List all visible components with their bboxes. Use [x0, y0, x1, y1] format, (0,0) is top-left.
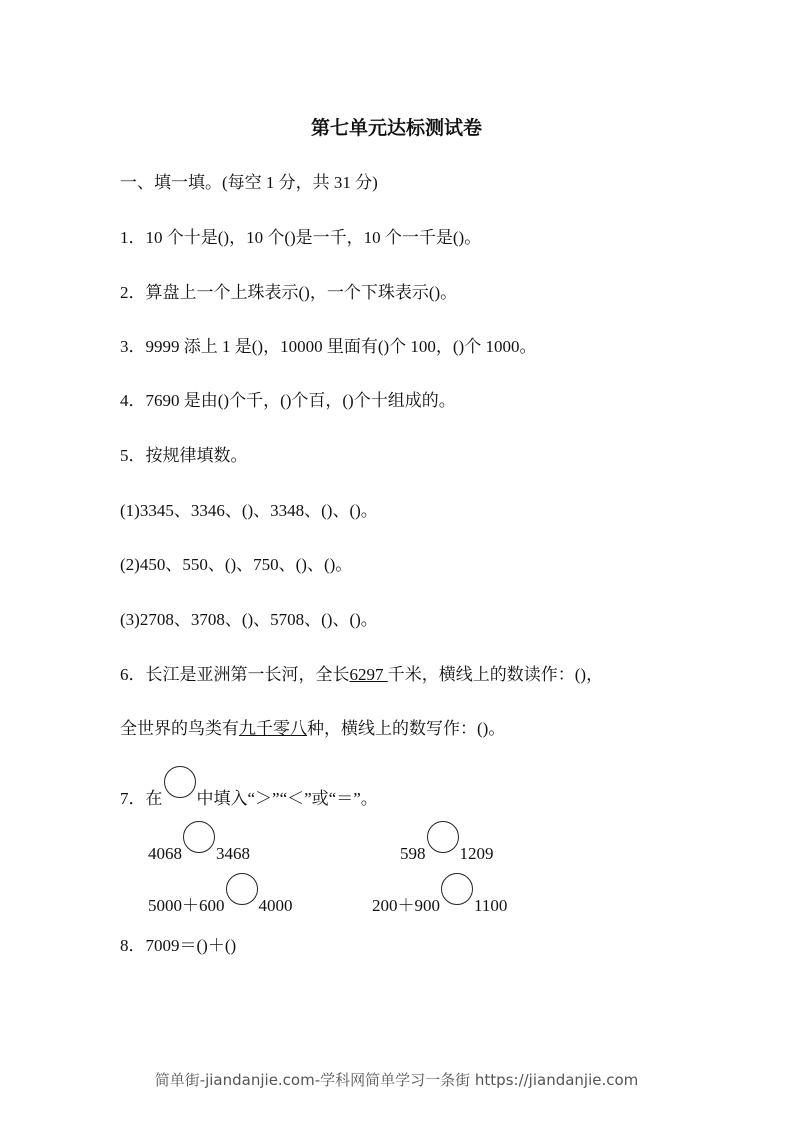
question-7: [120, 776, 378, 811]
q6-text-pre: 6．长江是亚洲第一长河，全长: [120, 665, 350, 684]
comparison-right: 1209: [459, 844, 494, 863]
comparison-item-1: [148, 831, 250, 866]
comparison-right: 4000: [258, 896, 293, 915]
comparison-circle-icon[interactable]: [427, 821, 459, 853]
question-3: 3．9999 添上 1 是()，10000 里面有()个 100，()个 1000。: [120, 337, 537, 356]
q6-text-pre-2: 全世界的鸟类有: [120, 719, 239, 738]
question-4: 4．7690 是由()个千，()个百，()个十组成的。: [120, 391, 456, 410]
question-6-line-2: [120, 717, 505, 741]
q7-text-post: 中填入“＞”“＜”或“＝”。: [196, 789, 378, 808]
q6-text-post-2: 种，横线上的数写作：()。: [307, 719, 506, 738]
footer-watermark: 简单街-jiandanjie.com-学科网简单学习一条街 https://jiandanjie.com: [154, 1071, 639, 1089]
comparison-item-2: [400, 831, 494, 866]
comparison-circle-icon[interactable]: [441, 873, 473, 905]
question-8: 8．7009＝()＋(): [120, 936, 237, 955]
comparison-left: 5000＋600: [148, 896, 225, 915]
q6-underlined-word: 九千零八: [239, 719, 307, 738]
question-5-part-1: (1)3345、3346、()、3348、()、()。: [120, 501, 378, 520]
comparison-item-4: [372, 883, 507, 918]
comparison-left: 598: [400, 844, 426, 863]
q6-underlined-number: 6297: [349, 665, 388, 684]
comparison-circle-icon: [164, 766, 196, 798]
section-heading: 一、填一填。(每空 1 分，共 31 分): [120, 173, 378, 192]
question-1: 1．10 个十是()，10 个()是一千，10 个一千是()。: [120, 228, 482, 247]
comparison-circle-icon[interactable]: [183, 821, 215, 853]
q6-text-post: 千米，横线上的数读作：()，: [387, 665, 604, 684]
page-title: 第七单元达标测试卷: [310, 117, 482, 139]
comparison-item-3: [148, 883, 293, 918]
comparison-right: 3468: [216, 844, 250, 863]
comparison-left: 4068: [148, 844, 182, 863]
comparison-circle-icon[interactable]: [226, 873, 258, 905]
q7-text-pre: 7．在: [120, 789, 163, 808]
comparison-right: 1100: [474, 896, 508, 915]
question-6-line-1: [120, 663, 603, 687]
question-5: 5．按规律填数。: [120, 446, 248, 465]
comparison-left: 200＋900: [372, 896, 440, 915]
question-5-part-2: (2)450、550、()、750、()、()。: [120, 555, 353, 574]
question-2: 2．算盘上一个上珠表示()，一个下珠表示()。: [120, 283, 458, 302]
question-5-part-3: (3)2708、3708、()、5708、()、()。: [120, 610, 378, 629]
